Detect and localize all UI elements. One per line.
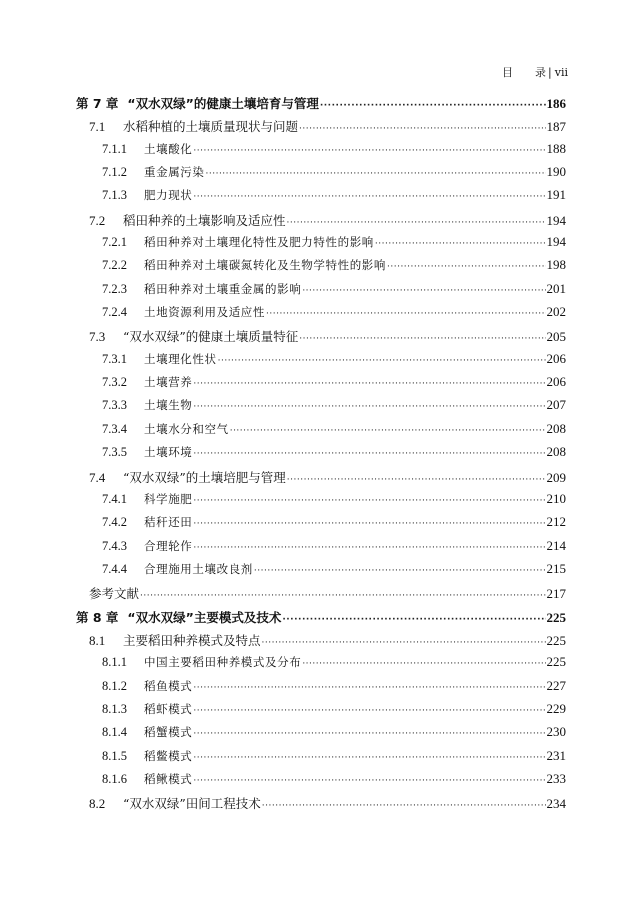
toc-leader-dots bbox=[193, 772, 545, 786]
toc-leader-dots bbox=[193, 749, 545, 763]
toc-leader-dots bbox=[193, 375, 545, 389]
toc-entry-number: 7.3.5 bbox=[102, 445, 127, 460]
toc-section-entry[interactable] bbox=[76, 257, 566, 280]
toc-section-entry[interactable] bbox=[76, 281, 566, 304]
toc-entry-page: 215 bbox=[546, 560, 566, 576]
toc-entry-title: 合理施用土壤改良剂 bbox=[144, 561, 253, 576]
toc-entry-page: 194 bbox=[546, 234, 566, 250]
toc-entry-page: 201 bbox=[546, 280, 566, 296]
toc-leader-dots bbox=[218, 352, 546, 366]
toc-entry-title: 合理轮作 bbox=[144, 538, 193, 553]
toc-entry-number: 7.4 bbox=[89, 469, 106, 485]
toc-section-entry[interactable] bbox=[76, 514, 566, 537]
toc-leader-dots bbox=[287, 470, 546, 485]
toc-entry-number: 7.4.4 bbox=[102, 561, 127, 576]
toc-entry-number: 第 8 章 bbox=[76, 609, 119, 625]
toc-entry-number: 7.2 bbox=[89, 212, 106, 228]
toc-section-entry[interactable] bbox=[76, 631, 566, 654]
toc-entry-page: 210 bbox=[546, 490, 566, 506]
toc-section-entry[interactable] bbox=[76, 351, 566, 374]
toc-leader-dots bbox=[375, 235, 546, 249]
toc-entry-title: “双水双绿”主要模式及技术 bbox=[127, 609, 282, 625]
toc-section-entry[interactable] bbox=[76, 654, 566, 677]
toc-section-entry[interactable] bbox=[76, 374, 566, 397]
toc-section-entry[interactable] bbox=[76, 397, 566, 420]
toc-entry-page: 186 bbox=[546, 96, 566, 111]
toc-entry-page: 217 bbox=[546, 586, 566, 602]
toc-entry-page: 191 bbox=[546, 187, 566, 203]
toc-section-entry[interactable] bbox=[76, 211, 566, 234]
toc-section-entry[interactable] bbox=[76, 187, 566, 210]
toc-section-entry[interactable] bbox=[76, 141, 566, 164]
toc-entry-page: 198 bbox=[546, 257, 566, 273]
toc-leader-dots bbox=[193, 539, 545, 553]
toc-entry-title: 中国主要稻田种养模式及分布 bbox=[144, 655, 302, 670]
toc-entry-number: 7.3.2 bbox=[102, 375, 127, 390]
toc-entry-title: 土壤水分和空气 bbox=[144, 421, 229, 436]
toc-leader-dots bbox=[193, 725, 545, 739]
toc-entry-number: 8.1.4 bbox=[102, 725, 127, 740]
toc-chapter-entry[interactable] bbox=[76, 94, 566, 117]
toc-entry-page: 212 bbox=[546, 514, 566, 530]
toc-section-entry[interactable] bbox=[76, 327, 566, 350]
toc-entry-number: 7.1 bbox=[89, 119, 106, 135]
toc-leader-dots bbox=[193, 679, 545, 693]
toc-entry-page: 207 bbox=[546, 397, 566, 413]
toc-entry-number: 8.1.2 bbox=[102, 678, 127, 693]
toc-entry-page: 225 bbox=[546, 654, 566, 670]
toc-entry-title: “双水双绿”的土壤培肥与管理 bbox=[123, 469, 286, 485]
header-page-number: vii bbox=[554, 66, 568, 79]
toc-section-entry[interactable] bbox=[76, 748, 566, 771]
toc-entry-title: “双水双绿”的健康土壤质量特征 bbox=[123, 329, 299, 345]
toc-entry-title: 土壤理化性状 bbox=[144, 351, 217, 366]
toc-entry-page: 187 bbox=[546, 119, 566, 135]
toc-section-entry[interactable] bbox=[76, 678, 566, 701]
toc-entry-title: 水稻种植的土壤质量现状与问题 bbox=[123, 119, 299, 135]
toc-entry-page: 233 bbox=[546, 770, 566, 786]
toc-leader-dots bbox=[299, 329, 545, 344]
toc-entry-number: 7.3 bbox=[89, 329, 106, 345]
toc-entry-title: 稻蟹模式 bbox=[144, 725, 193, 740]
toc-leader-dots bbox=[193, 398, 545, 412]
header-section-title: 目 录 bbox=[502, 66, 547, 79]
toc-entry-number: 7.2.3 bbox=[102, 281, 127, 296]
toc-leader-dots bbox=[387, 258, 546, 272]
toc-section-entry[interactable] bbox=[76, 164, 566, 187]
toc-entry-title: 稻虾模式 bbox=[144, 701, 193, 716]
toc-entry-page: 206 bbox=[546, 374, 566, 390]
toc-entry-number: 7.1.1 bbox=[102, 141, 127, 156]
toc-entry-page: 190 bbox=[546, 164, 566, 180]
toc-entry-page: 194 bbox=[546, 212, 566, 228]
toc-entry-number: 第 7 章 bbox=[76, 96, 119, 111]
toc-entry-title: “双水双绿”田间工程技术 bbox=[123, 796, 261, 812]
toc-entry-page: 206 bbox=[546, 350, 566, 366]
toc-entry-title: 稻鱼模式 bbox=[144, 678, 193, 693]
toc-entry-number: 7.2.2 bbox=[102, 258, 127, 273]
toc-leader-dots bbox=[266, 305, 546, 319]
toc-entry-title: 主要稻田种养模式及特点 bbox=[123, 632, 261, 648]
toc-entry-title: 稻田种养的土壤影响及适应性 bbox=[123, 212, 286, 228]
toc-entry-number: 8.1.5 bbox=[102, 748, 127, 763]
toc-leader-dots bbox=[262, 796, 546, 811]
toc-entry-page: 188 bbox=[546, 140, 566, 156]
toc-section-entry[interactable] bbox=[76, 117, 566, 140]
toc-leader-dots bbox=[282, 610, 545, 625]
toc-entry-title: 稻田种养对土壤碳氮转化及生物学特性的影响 bbox=[144, 258, 386, 273]
toc-entry-page: 225 bbox=[546, 632, 566, 648]
toc-entry-page: 202 bbox=[546, 304, 566, 320]
toc-entry-page: 208 bbox=[546, 420, 566, 436]
toc-entry-title: 科学施肥 bbox=[144, 491, 193, 506]
toc-section-entry[interactable] bbox=[76, 421, 566, 444]
toc-entry-number: 7.3.4 bbox=[102, 421, 127, 436]
toc-entry-page: 234 bbox=[546, 796, 566, 812]
toc-leader-dots bbox=[193, 515, 545, 529]
toc-entry-page: 227 bbox=[546, 677, 566, 693]
toc-entry-page: 230 bbox=[546, 724, 566, 740]
toc-leader-dots bbox=[206, 165, 546, 179]
toc-entry-title: “双水双绿”的健康土壤培育与管理 bbox=[127, 96, 319, 111]
toc-entry-title: 土壤环境 bbox=[144, 445, 193, 460]
toc-leader-dots bbox=[193, 492, 545, 506]
toc-entry-title: 土壤生物 bbox=[144, 398, 193, 413]
toc-entry-number: 8.1.3 bbox=[102, 701, 127, 716]
toc-leader-dots bbox=[262, 633, 546, 648]
toc-section-entry[interactable] bbox=[76, 234, 566, 257]
toc-entry-number: 8.2 bbox=[89, 796, 106, 812]
toc-leader-dots bbox=[193, 142, 545, 156]
toc-leader-dots bbox=[287, 213, 546, 228]
toc-section-entry[interactable] bbox=[76, 701, 566, 724]
toc-entry-number: 7.1.3 bbox=[102, 188, 127, 203]
toc-leader-dots bbox=[320, 96, 546, 111]
toc-entry-number: 8.1.6 bbox=[102, 771, 127, 786]
toc-section-entry[interactable] bbox=[76, 538, 566, 561]
toc-section-entry[interactable] bbox=[76, 794, 566, 817]
toc-entry-page: 229 bbox=[546, 700, 566, 716]
toc-entry-title: 参考文献 bbox=[89, 586, 140, 602]
toc-leader-dots bbox=[193, 188, 545, 202]
toc-section-entry[interactable] bbox=[76, 491, 566, 514]
table-of-contents bbox=[76, 94, 566, 818]
toc-entry-title: 稻鳖模式 bbox=[144, 748, 193, 763]
toc-entry-title: 稻鳅模式 bbox=[144, 771, 193, 786]
toc-entry-number: 7.2.1 bbox=[102, 235, 127, 250]
toc-entry-title: 稻田种养对土壤理化特性及肥力特性的影响 bbox=[144, 235, 374, 250]
running-header bbox=[502, 64, 568, 80]
toc-entry-title: 土壤营养 bbox=[144, 375, 193, 390]
toc-leader-dots bbox=[193, 702, 545, 716]
toc-leader-dots bbox=[302, 282, 545, 296]
toc-entry-title: 土地资源利用及适应性 bbox=[144, 305, 265, 320]
toc-entry-number: 7.1.2 bbox=[102, 165, 127, 180]
toc-section-entry[interactable] bbox=[76, 561, 566, 584]
toc-entry-number: 7.4.1 bbox=[102, 491, 127, 506]
toc-leader-dots bbox=[193, 445, 545, 459]
toc-leader-dots bbox=[254, 562, 546, 576]
toc-entry-number: 7.2.4 bbox=[102, 305, 127, 320]
toc-entry-number: 7.3.1 bbox=[102, 351, 127, 366]
toc-entry-number: 7.4.2 bbox=[102, 515, 127, 530]
toc-leader-dots bbox=[140, 586, 545, 601]
toc-section-entry[interactable] bbox=[76, 444, 566, 467]
toc-entry-page: 225 bbox=[546, 609, 566, 625]
toc-entry-title: 土壤酸化 bbox=[144, 141, 193, 156]
toc-entry-page: 209 bbox=[546, 469, 566, 485]
toc-section-entry[interactable] bbox=[76, 468, 566, 491]
toc-section-entry[interactable] bbox=[76, 771, 566, 794]
toc-references-entry[interactable] bbox=[76, 584, 566, 607]
toc-entry-title: 稻田种养对土壤重金属的影响 bbox=[144, 281, 302, 296]
toc-leader-dots bbox=[299, 119, 545, 134]
toc-entry-title: 秸秆还田 bbox=[144, 515, 193, 530]
toc-entry-title: 重金属污染 bbox=[144, 165, 205, 180]
toc-leader-dots bbox=[230, 422, 546, 436]
toc-entry-page: 205 bbox=[546, 329, 566, 345]
toc-entry-number: 8.1 bbox=[89, 632, 106, 648]
toc-entry-page: 208 bbox=[546, 444, 566, 460]
toc-entry-title: 肥力现状 bbox=[144, 188, 193, 203]
toc-section-entry[interactable] bbox=[76, 304, 566, 327]
toc-entry-number: 8.1.1 bbox=[102, 655, 127, 670]
toc-entry-page: 214 bbox=[546, 537, 566, 553]
toc-chapter-entry[interactable] bbox=[76, 608, 566, 631]
toc-section-entry[interactable] bbox=[76, 724, 566, 747]
toc-entry-number: 7.4.3 bbox=[102, 538, 127, 553]
header-separator: | bbox=[548, 66, 552, 79]
toc-entry-page: 231 bbox=[546, 747, 566, 763]
toc-entry-number: 7.3.3 bbox=[102, 398, 127, 413]
toc-leader-dots bbox=[302, 655, 545, 669]
